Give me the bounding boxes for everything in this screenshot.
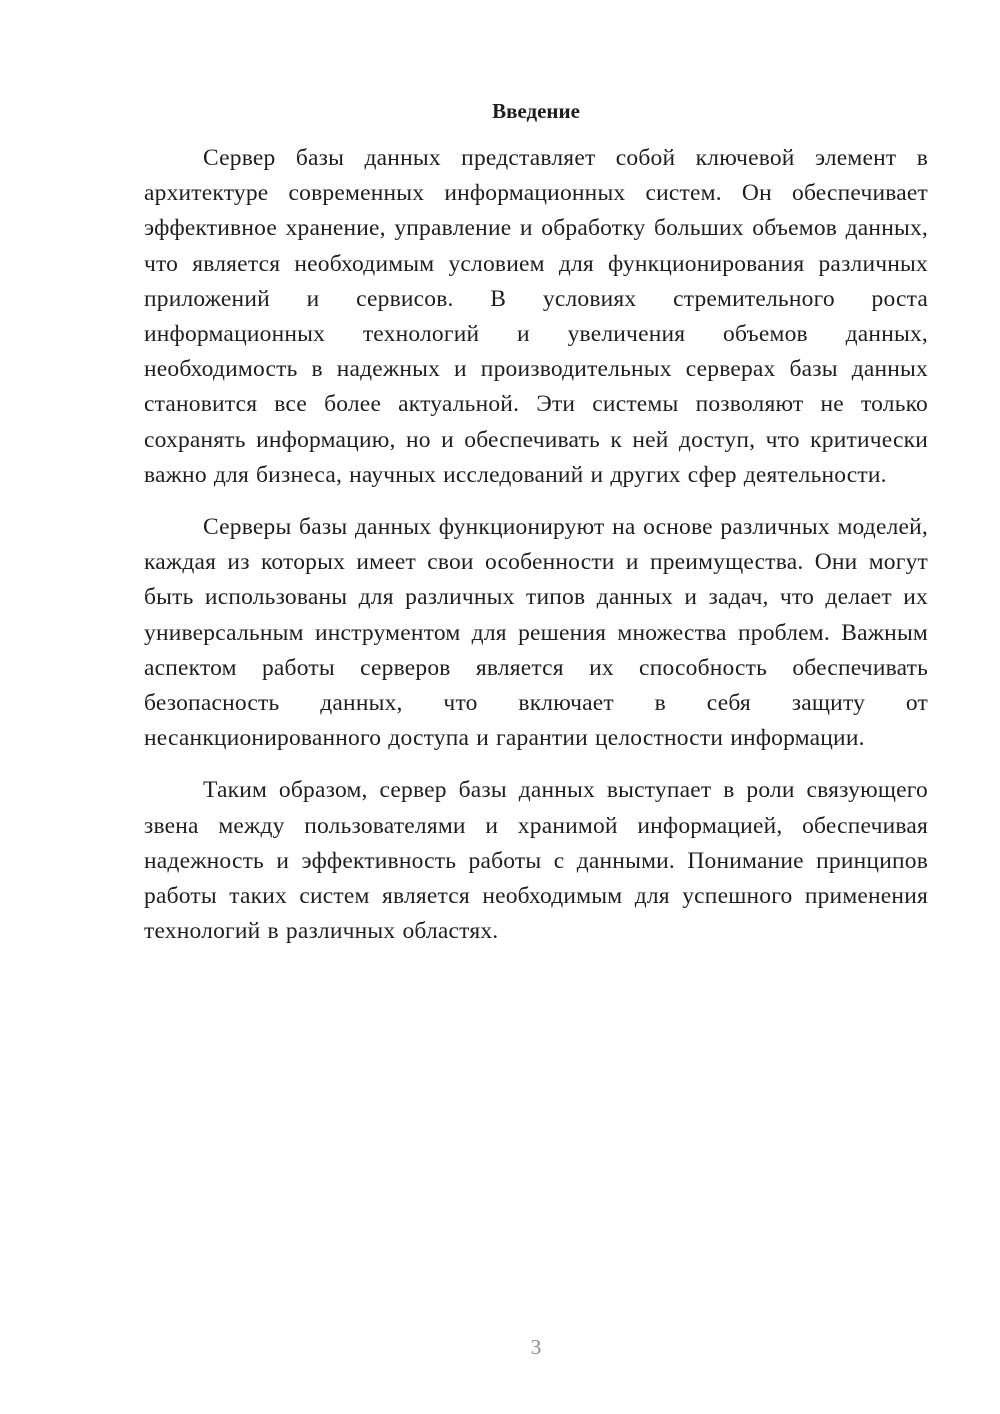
- document-body: [144, 141, 928, 949]
- paragraph-1: Сервер базы данных представляет собой ключевой элемент в архитектуре современных информационных систем. Он обеспечивает эффективное хранение, управление и обработку больших объемов данных, что является необходимым условием для функционирования различных приложений и сервисов. В условиях стремительного роста информационных технологий и увеличения объемов данных, необходимость в надежных и производительных серверах базы данных становится все более актуальной. Эти системы позволяют не только сохранять информацию, но и обеспечивать к ней доступ, что критически важно для бизнеса, научных исследований и других сфер деятельности.: [144, 145, 928, 488]
- section-heading: Введение: [492, 99, 580, 123]
- paragraph-2: Серверы базы данных функционируют на основе различных моделей, каждая из которых имеет свои особенности и преимущества. Они могут быть использованы для различных типов данных и задач, что делает их универсальным инструментом для решения множества проблем. Важным аспектом работы серверов является их способность обеспечивать безопасность данных, что включает в себя защиту от несанкционированного доступа и гарантии целостности информации.: [144, 514, 928, 752]
- paragraph-3: Таким образом, сервер базы данных выступает в роли связующего звена между пользователями и хранимой информацией, обеспечивая надежность и эффективность работы с данными. Понимание принципов работы таких систем является необходимым для успешного применения технологий в различных областях.: [144, 777, 928, 945]
- page-number: 3: [530, 1335, 542, 1359]
